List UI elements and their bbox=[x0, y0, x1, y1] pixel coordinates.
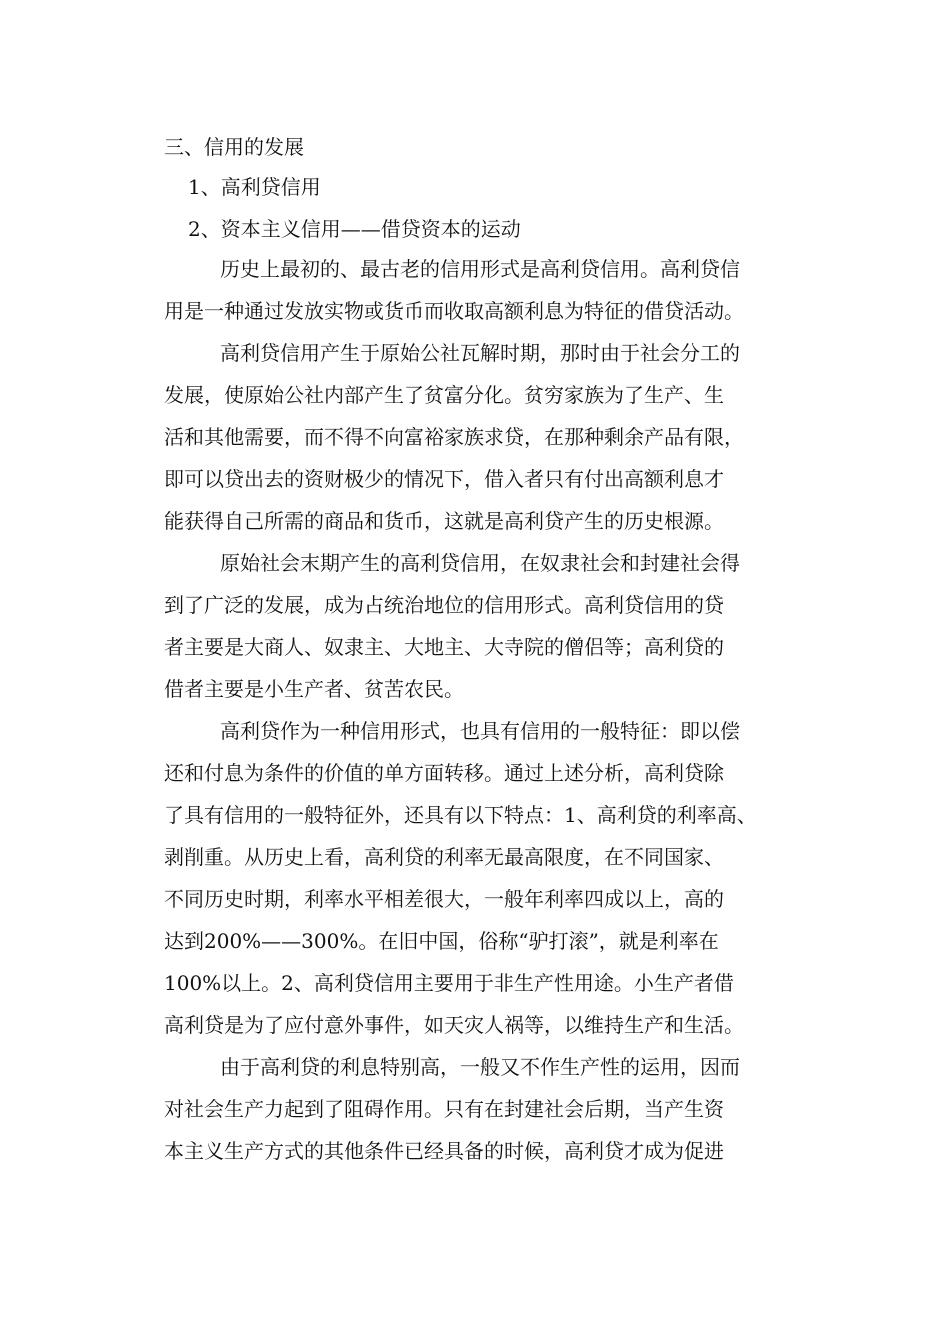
paragraph-line: 剥削重。从历史上看，高利贷的利率无最高限度，在不同国家、 bbox=[164, 845, 724, 869]
paragraph-line: 100%以上。2、高利贷信用主要用于非生产性用途。小生产者借 bbox=[164, 971, 734, 995]
paragraph-line: 能获得自己所需的商品和货币，这就是高利贷产生的历史根源。 bbox=[164, 509, 724, 533]
paragraph-line: 历史上最初的、最古老的信用形式是高利贷信用。高利贷信 bbox=[220, 257, 740, 281]
paragraph-line: 对社会生产力起到了阻碍作用。只有在封建社会后期，当产生资 bbox=[164, 1097, 724, 1121]
paragraph-line: 高利贷是为了应付意外事件，如天灾人祸等，以维持生产和生活。 bbox=[164, 1013, 744, 1037]
paragraph-line: 了具有信用的一般特征外，还具有以下特点：1、高利贷的利率高、 bbox=[164, 803, 757, 827]
paragraph-line: 高利贷作为一种信用形式，也具有信用的一般特征：即以偿 bbox=[220, 719, 740, 743]
subheading-1: 1、高利贷信用 bbox=[188, 175, 321, 199]
paragraph-line: 发展，使原始公社内部产生了贫富分化。贫穷家族为了生产、生 bbox=[164, 383, 724, 407]
paragraph-line: 即可以贷出去的资财极少的情况下，借入者只有付出高额利息才 bbox=[164, 467, 724, 491]
paragraph-line: 活和其他需要，而不得不向富裕家族求贷，在那种剩余产品有限， bbox=[164, 425, 744, 449]
paragraph-line: 到了广泛的发展，成为占统治地位的信用形式。高利贷信用的贷 bbox=[164, 593, 724, 617]
paragraph-line: 借者主要是小生产者、贫苦农民。 bbox=[164, 677, 464, 701]
paragraph-line: 达到200%——300%。在旧中国，俗称“驴打滚”，就是利率在 bbox=[164, 929, 719, 953]
paragraph-line: 者主要是大商人、奴隶主、大地主、大寺院的僧侣等；高利贷的 bbox=[164, 635, 724, 659]
paragraph-line: 高利贷信用产生于原始公社瓦解时期，那时由于社会分工的 bbox=[220, 341, 740, 365]
section-heading: 三、信用的发展 bbox=[164, 135, 304, 159]
paragraph-line: 不同历史时期，利率水平相差很大，一般年利率四成以上，高的 bbox=[164, 887, 724, 911]
paragraph-line: 本主义生产方式的其他条件已经具备的时候，高利贷才成为促进 bbox=[164, 1139, 724, 1163]
subheading-2: 2、资本主义信用——借贷资本的运动 bbox=[188, 217, 521, 241]
paragraph-line: 由于高利贷的利息特别高，一般又不作生产性的运用，因而 bbox=[220, 1055, 740, 1079]
paragraph-line: 还和付息为条件的价值的单方面转移。通过上述分析，高利贷除 bbox=[164, 761, 724, 785]
paragraph-line: 用是一种通过发放实物或货币而收取高额利息为特征的借贷活动。 bbox=[164, 299, 744, 323]
paragraph-line: 原始社会末期产生的高利贷信用，在奴隶社会和封建社会得 bbox=[220, 551, 740, 575]
